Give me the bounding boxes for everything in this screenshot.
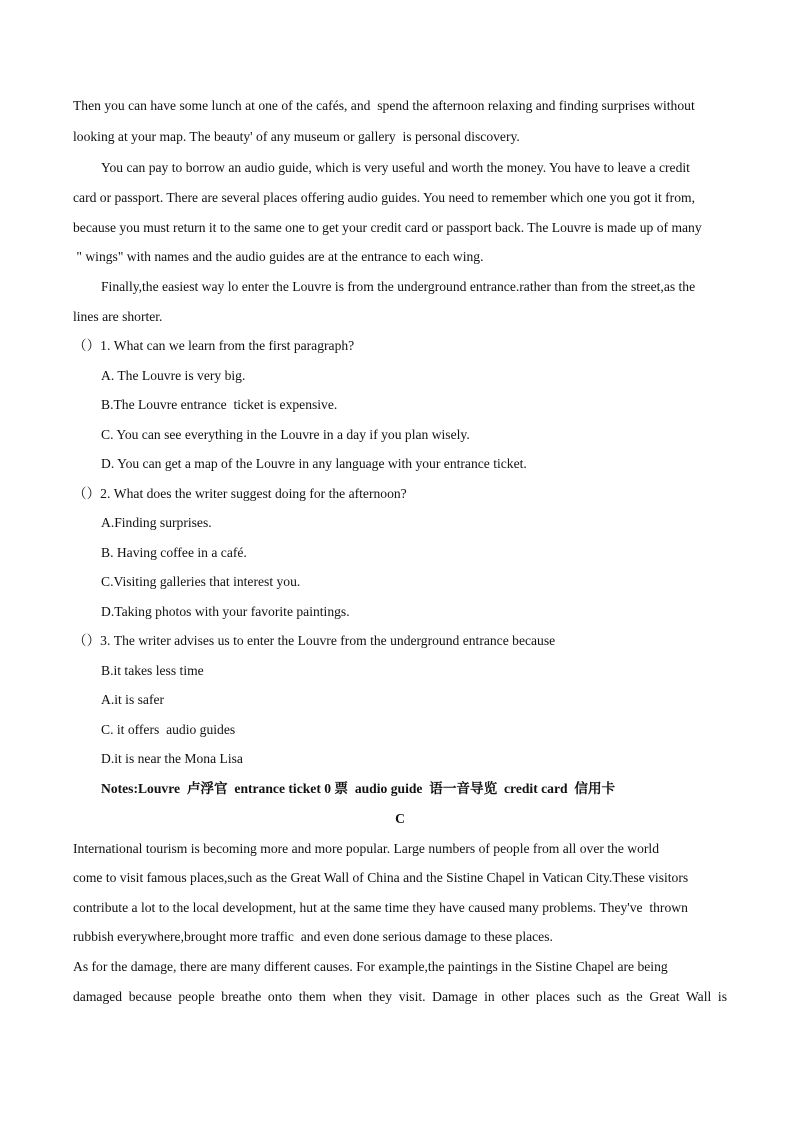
passage-line: looking at your map. The beauty' of any museum or gallery is personal discovery. [73, 129, 520, 144]
passage-line: because you must return it to the same one to get your credit card or passport back. The Louvre is made up of many [73, 220, 702, 235]
passage-line: contribute a lot to the local development, hut at the same time they have caused many problems. They've thrown [73, 900, 688, 915]
answer-option: B.The Louvre entrance ticket is expensive. [101, 397, 338, 412]
passage-line: You can pay to borrow an audio guide, which is very useful and worth the money. You have to leave a credit [101, 160, 690, 175]
question-stem: （）2. What does the writer suggest doing for the afternoon? [73, 486, 407, 501]
answer-option: B. Having coffee in a café. [101, 545, 247, 560]
passage-line: damaged because people breathe onto them when they visit. Damage in other places such as the Great Wall is [73, 989, 727, 1004]
passage-line: rubbish everywhere,brought more traffic and even done serious damage to these places. [73, 929, 553, 944]
answer-option: A.Finding surprises. [101, 515, 212, 530]
answer-option: D.Taking photos with your favorite paintings. [101, 604, 350, 619]
passage-line: come to visit famous places,such as the Great Wall of China and the Sistine Chapel in Vatican City.These visitors [73, 870, 689, 885]
question-stem: （）3. The writer advises us to enter the Louvre from the underground entrance because [73, 633, 556, 648]
passage-line: As for the damage, there are many different causes. For example,the paintings in the Sistine Chapel are being [73, 959, 668, 974]
answer-option: D.it is near the Mona Lisa [101, 751, 243, 766]
answer-option: A.it is safer [101, 692, 165, 707]
passage-line: International tourism is becoming more and more popular. Large numbers of people from all over the world [73, 841, 660, 856]
answer-option: B.it takes less time [101, 663, 204, 678]
section-heading: C [395, 811, 405, 826]
answer-option: C. You can see everything in the Louvre in a day if you plan wisely. [101, 427, 470, 442]
answer-option: C.Visiting galleries that interest you. [101, 574, 301, 589]
vocabulary-notes: Notes:Louvre 卢浮官 entrance ticket 0 票 audio guide 语一音导览 credit card 信用卡 [101, 781, 616, 796]
answer-option: C. it offers audio guides [101, 722, 236, 737]
passage-line: lines are shorter. [73, 309, 163, 324]
answer-option: A. The Louvre is very big. [101, 368, 246, 383]
question-stem: （）1. What can we learn from the first paragraph? [73, 338, 355, 353]
passage-line: card or passport. There are several places offering audio guides. You need to remember which one you got it from, [73, 190, 695, 205]
passage-line: " wings" with names and the audio guides are at the entrance to each wing. [73, 249, 484, 264]
answer-option: D. You can get a map of the Louvre in any language with your entrance ticket. [101, 456, 527, 471]
passage-line: Then you can have some lunch at one of the cafés, and spend the afternoon relaxing and finding surprises without [73, 98, 695, 113]
passage-line: Finally,the easiest way lo enter the Louvre is from the underground entrance.rather than from the street,as the [101, 279, 696, 294]
